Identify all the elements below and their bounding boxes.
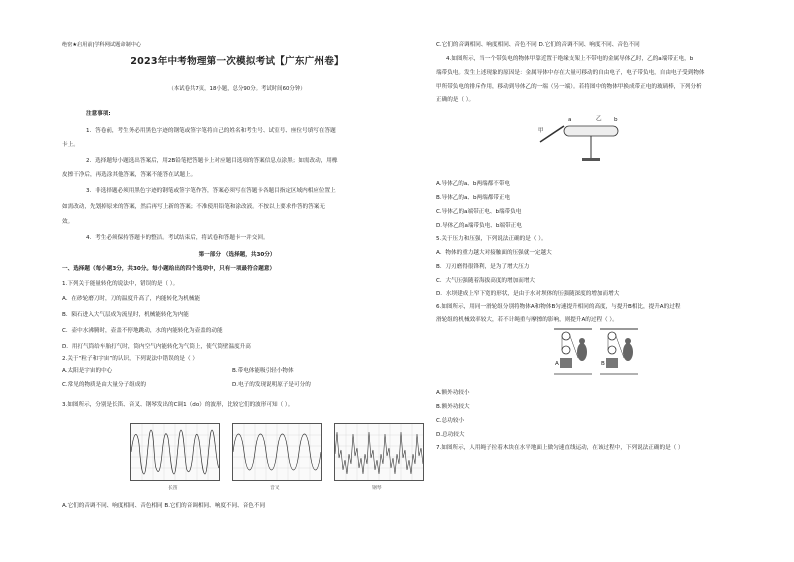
waveform-flute (130, 423, 220, 481)
note-line: 3．非选择题必须用黑色字迹的钢笔或签字笔作答，答案必须写在答题卡各题目指定区域内相应位置上 (86, 188, 336, 194)
q4-option: B.导体乙的a、b两端都带正电 (436, 195, 511, 201)
caption-piano: 钢琴 (372, 486, 382, 491)
confidential-tag: 绝密★启用前|学科网试题命制中心 (62, 42, 142, 48)
q6-option: B.额外功较大 (436, 404, 470, 410)
note-line: 2．选择题每小题选出答案后，用2B铅笔把答题卡上对应题目选项的答案信息点涂黑；如需改动，用橡 (86, 158, 338, 164)
q1-option: B．陨石进入大气层成为流星时，机械能转化为内能 (62, 312, 189, 318)
q6-option: D.总功较大 (436, 432, 465, 438)
figure-label-A: A (555, 361, 559, 367)
q1-stem: 1.下列关于能量转化的说法中，错误的是（ ）。 (62, 281, 179, 287)
q7-stem: 7.如图所示，人用绳子拉着木块在水平地面上做匀速直线运动，在该过程中，下列说法正确的是（ ） (436, 445, 684, 451)
q4-option: C.导体乙的a端带正电、b端带负电 (436, 209, 522, 215)
mc-heading: 一、选择题（每小题3分，共30分。每小题给出的四个选项中，只有一项最符合题意） (62, 266, 276, 272)
q5-option: C．大气压强随着海拔高度的增加而增大 (436, 278, 536, 284)
q5-stem: 5.关于压力和压强，下列说法正确的是（ ）。 (436, 236, 547, 242)
figure-label-a: a (568, 117, 572, 123)
waveform-piano (334, 423, 424, 481)
q3-options: A.它们的音调不同、响度相同、音色相同 B.它们的音调相同、响度不同、音色不同 (62, 503, 266, 509)
right-column (426, 0, 776, 562)
note-line: 效。 (62, 219, 74, 225)
pulley-figure (552, 328, 642, 378)
note-line: 1．答卷前，考生务必用黑色字迹的钢笔或签字笔将自己的姓名和考生号、试室号、座位号填写在答题 (86, 128, 336, 134)
note-line: 皮擦干净后，再选涂其他答案，答案不能答在试题上。 (62, 172, 197, 178)
notes-heading: 注意事项: (86, 111, 111, 117)
q4-line: 正确的是（ ）。 (436, 97, 475, 103)
q1-option: C．壶中水沸腾时，壶盖不停地跳动，水的内能转化为壶盖的动能 (62, 328, 223, 334)
q4-line: 4.如图所示，当一个带负电的物体甲靠近置于绝缘支架上不带电的金属导体乙时，乙的a端带正电，b (446, 56, 694, 62)
q6-option: C.总功较小 (436, 418, 465, 424)
q2-option: B.带电体能吸引轻小物体 (232, 368, 294, 374)
waveform-tuning-fork (232, 423, 322, 481)
figure-label-jia: 甲 (538, 128, 544, 134)
q1-option: A．在砂轮磨刀时，刀的温度升高了，内能转化为机械能 (62, 296, 201, 302)
note-line: 如需改动，先划掉原来的答案，然后再写上新的答案；不准使用铅笔和涂改液。不按以上要求作答的答案无 (62, 204, 325, 210)
q5-option: B．刀刃磨得很锋利，是为了增大压力 (436, 264, 530, 270)
q4-line: 甲所带负电的排斥作用，移动到导体乙的一端（另一端）。若将图中的物体甲换成带正电的玻璃棒，下列分析 (436, 84, 702, 90)
q2-stem: 2.关于“粒子和宇宙”的认识，下列说法中错误的是（ ） (62, 356, 198, 362)
q2-option: D.电子的发现说明原子是可分的 (232, 382, 311, 388)
conductor-figure (538, 112, 638, 168)
q6-line: 6.如图所示，用同一滑轮组分别将物体A和物体B匀速提升相同的高度，与提升B相比，提升A的过程 (436, 304, 681, 310)
part-heading: 第一部分 （选择题，共30分） (198, 252, 276, 258)
q2-option: C.常见的物质是由大量分子组成的 (62, 382, 146, 388)
figure-label-B: B (601, 361, 605, 367)
q2-option: A.太阳是宇宙的中心 (62, 368, 113, 374)
q6-option: A.额外功较小 (436, 390, 470, 396)
q4-line: 端带负电。发生上述现象的原因是：金属导体中存在大量可移动的自由电子，电子带负电，自由电子受到物体 (436, 70, 705, 76)
page-title: 2023年中考物理第一次模拟考试【广东广州卷】 (130, 56, 344, 67)
q5-option: A．物体的重力越大对接触面的压强就一定越大 (436, 250, 552, 256)
note-line: 卡上。 (62, 142, 79, 148)
page-subtitle: （本试卷共7页，18小题，总分90分。考试时间60分钟） (168, 86, 306, 92)
q3-options: C.它们的音调相同、响度相同、音色不同 D.它们的音调不同、响度不同、音色不同 (436, 42, 640, 48)
q3-stem: 3.如图所示，分别是长笛、音叉、钢琴发出的C调1（do）的波形，比较它们的波形可知（ ）。 (62, 402, 294, 408)
caption-tuning-fork: 音叉 (270, 486, 280, 491)
q5-option: D．水坝建成上窄下宽的形状，是由于水对坝体的压强随深度的增加而增大 (436, 291, 620, 297)
q4-option: A.导体乙的a、b两端都不带电 (436, 181, 511, 187)
left-column (62, 0, 412, 562)
note-line: 4．考生必须保持答题卡的整洁。考试结束后，将试卷和答题卡一并交回。 (86, 235, 269, 241)
caption-flute: 长笛 (168, 486, 178, 491)
q6-line: 滑轮组的机械效率较大，若不计绳重与摩擦的影响，则提升A的过程（ ）。 (436, 317, 618, 323)
q1-option: D．用打气筒给车胎打气时，筒内空气内能转化为气筒上，使气筒壁温度升高 (62, 344, 251, 350)
figure-label-yi: 乙 (596, 116, 602, 122)
q4-option: D.导体乙的a端带负电、b端带正电 (436, 223, 522, 229)
figure-label-b: b (614, 117, 618, 123)
